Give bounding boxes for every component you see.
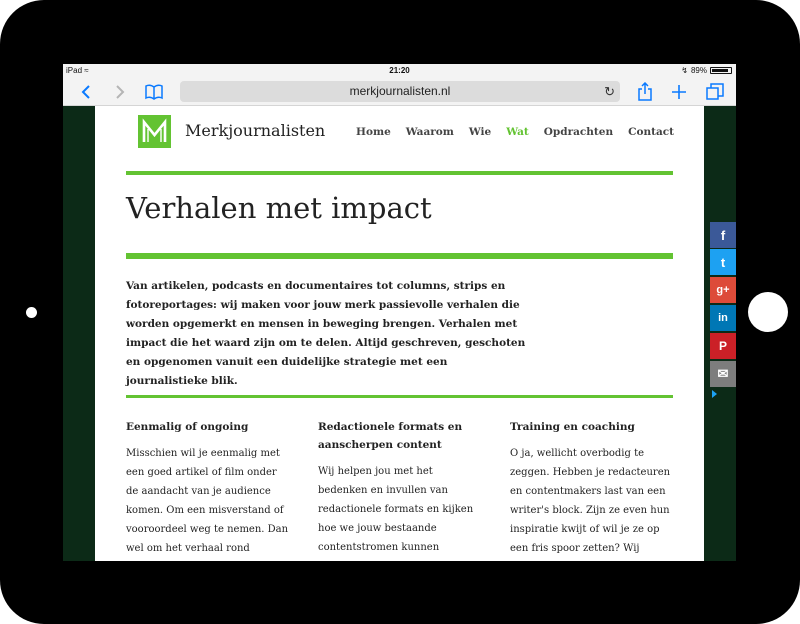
google-plus-share-button[interactable] [710, 277, 736, 303]
linkedin-icon: in [718, 312, 728, 324]
share-icon[interactable] [636, 81, 654, 103]
title-divider [126, 253, 673, 259]
browser-toolbar [63, 78, 736, 106]
facebook-share-button[interactable] [710, 222, 736, 248]
nav-item-wat[interactable]: Wat [506, 126, 529, 138]
pinterest-icon: P [718, 339, 727, 353]
back-button[interactable] [77, 81, 95, 103]
site-logo[interactable] [138, 115, 171, 148]
column-text: Misschien wil je eenmalig met een goed artikel of film onder de aandacht van je audience komen. Om een misverstand of vooroordeel weg te nemen. Dan wel om het verhaal rond [126, 448, 289, 554]
pinterest-share-button[interactable] [710, 333, 736, 359]
page-title: Verhalen met impact [126, 191, 432, 225]
column-2 [318, 418, 482, 557]
nav-item-contact[interactable]: Contact [628, 126, 674, 138]
column-3 [510, 418, 674, 558]
column-title: Eenmalig of ongoing [126, 421, 249, 433]
column-text: O ja, wellicht overbodig te zeggen. Hebben je redacteuren en contentmakers last van een writer's block. Zijn ze even hun inspiratie kwijt of wil je ze op een fris spoor zetten? Wij [510, 448, 671, 554]
url-text: merkjournalisten.nl [349, 84, 451, 98]
address-bar[interactable] [180, 81, 620, 102]
logo-mark [138, 115, 171, 148]
main-nav [356, 126, 674, 138]
site-title[interactable]: Merkjournalisten [185, 121, 326, 140]
home-button[interactable] [748, 292, 788, 332]
tabs-icon[interactable] [705, 81, 725, 103]
status-time: 21:20 [389, 66, 410, 75]
column-title: Redactionele formats en aanscherpen content [318, 421, 463, 451]
reload-icon[interactable]: ↻ [604, 84, 615, 99]
new-tab-icon[interactable] [670, 81, 688, 103]
bluetooth-icon: ↯ [681, 66, 688, 75]
status-bar [63, 64, 736, 78]
section-divider [126, 395, 673, 398]
twitter-share-button[interactable] [710, 249, 736, 275]
linkedin-share-button[interactable] [710, 305, 736, 331]
nav-item-home[interactable]: Home [356, 126, 391, 138]
share-collapse-icon[interactable] [712, 390, 717, 398]
wifi-icon: ≈ [84, 66, 89, 75]
email-icon: ✉ [717, 366, 729, 381]
twitter-icon: t [720, 254, 726, 270]
email-share-button[interactable] [710, 361, 736, 387]
status-right [681, 66, 732, 75]
google-plus-icon: g+ [716, 284, 730, 296]
facebook-icon: f [720, 227, 726, 243]
camera [26, 307, 37, 318]
forward-button[interactable] [111, 81, 129, 103]
nav-item-wie[interactable]: Wie [468, 126, 492, 138]
column-text: Wij helpen jou met het bedenken en invullen van redactionele formats en kijken hoe we jouw bestaande contentstromen kunnen [318, 466, 474, 553]
nav-item-opdrachten[interactable]: Opdrachten [543, 126, 614, 138]
web-page [95, 106, 704, 561]
screen [63, 64, 736, 561]
carrier-label: iPad [66, 66, 83, 75]
nav-item-waarom[interactable]: Waarom [405, 126, 454, 138]
header-divider [126, 171, 673, 175]
battery-icon [710, 67, 732, 74]
column-1 [126, 418, 290, 558]
column-title: Training en coaching [510, 421, 635, 433]
bookmarks-icon[interactable] [143, 81, 165, 103]
intro-text: Van artikelen, podcasts en documentaires tot columns, strips en fotoreportages: wij maken voor jouw merk passievolle verhalen die worden opgemerkt en mensen in beweging brengen. Verhalen met impact die het waard zijn om te delen. Altijd geschreven, geschoten en opgenomen vanuit een duidelijke strategie met een journalistieke blik. [126, 280, 526, 387]
battery-percent: 89% [690, 66, 707, 75]
